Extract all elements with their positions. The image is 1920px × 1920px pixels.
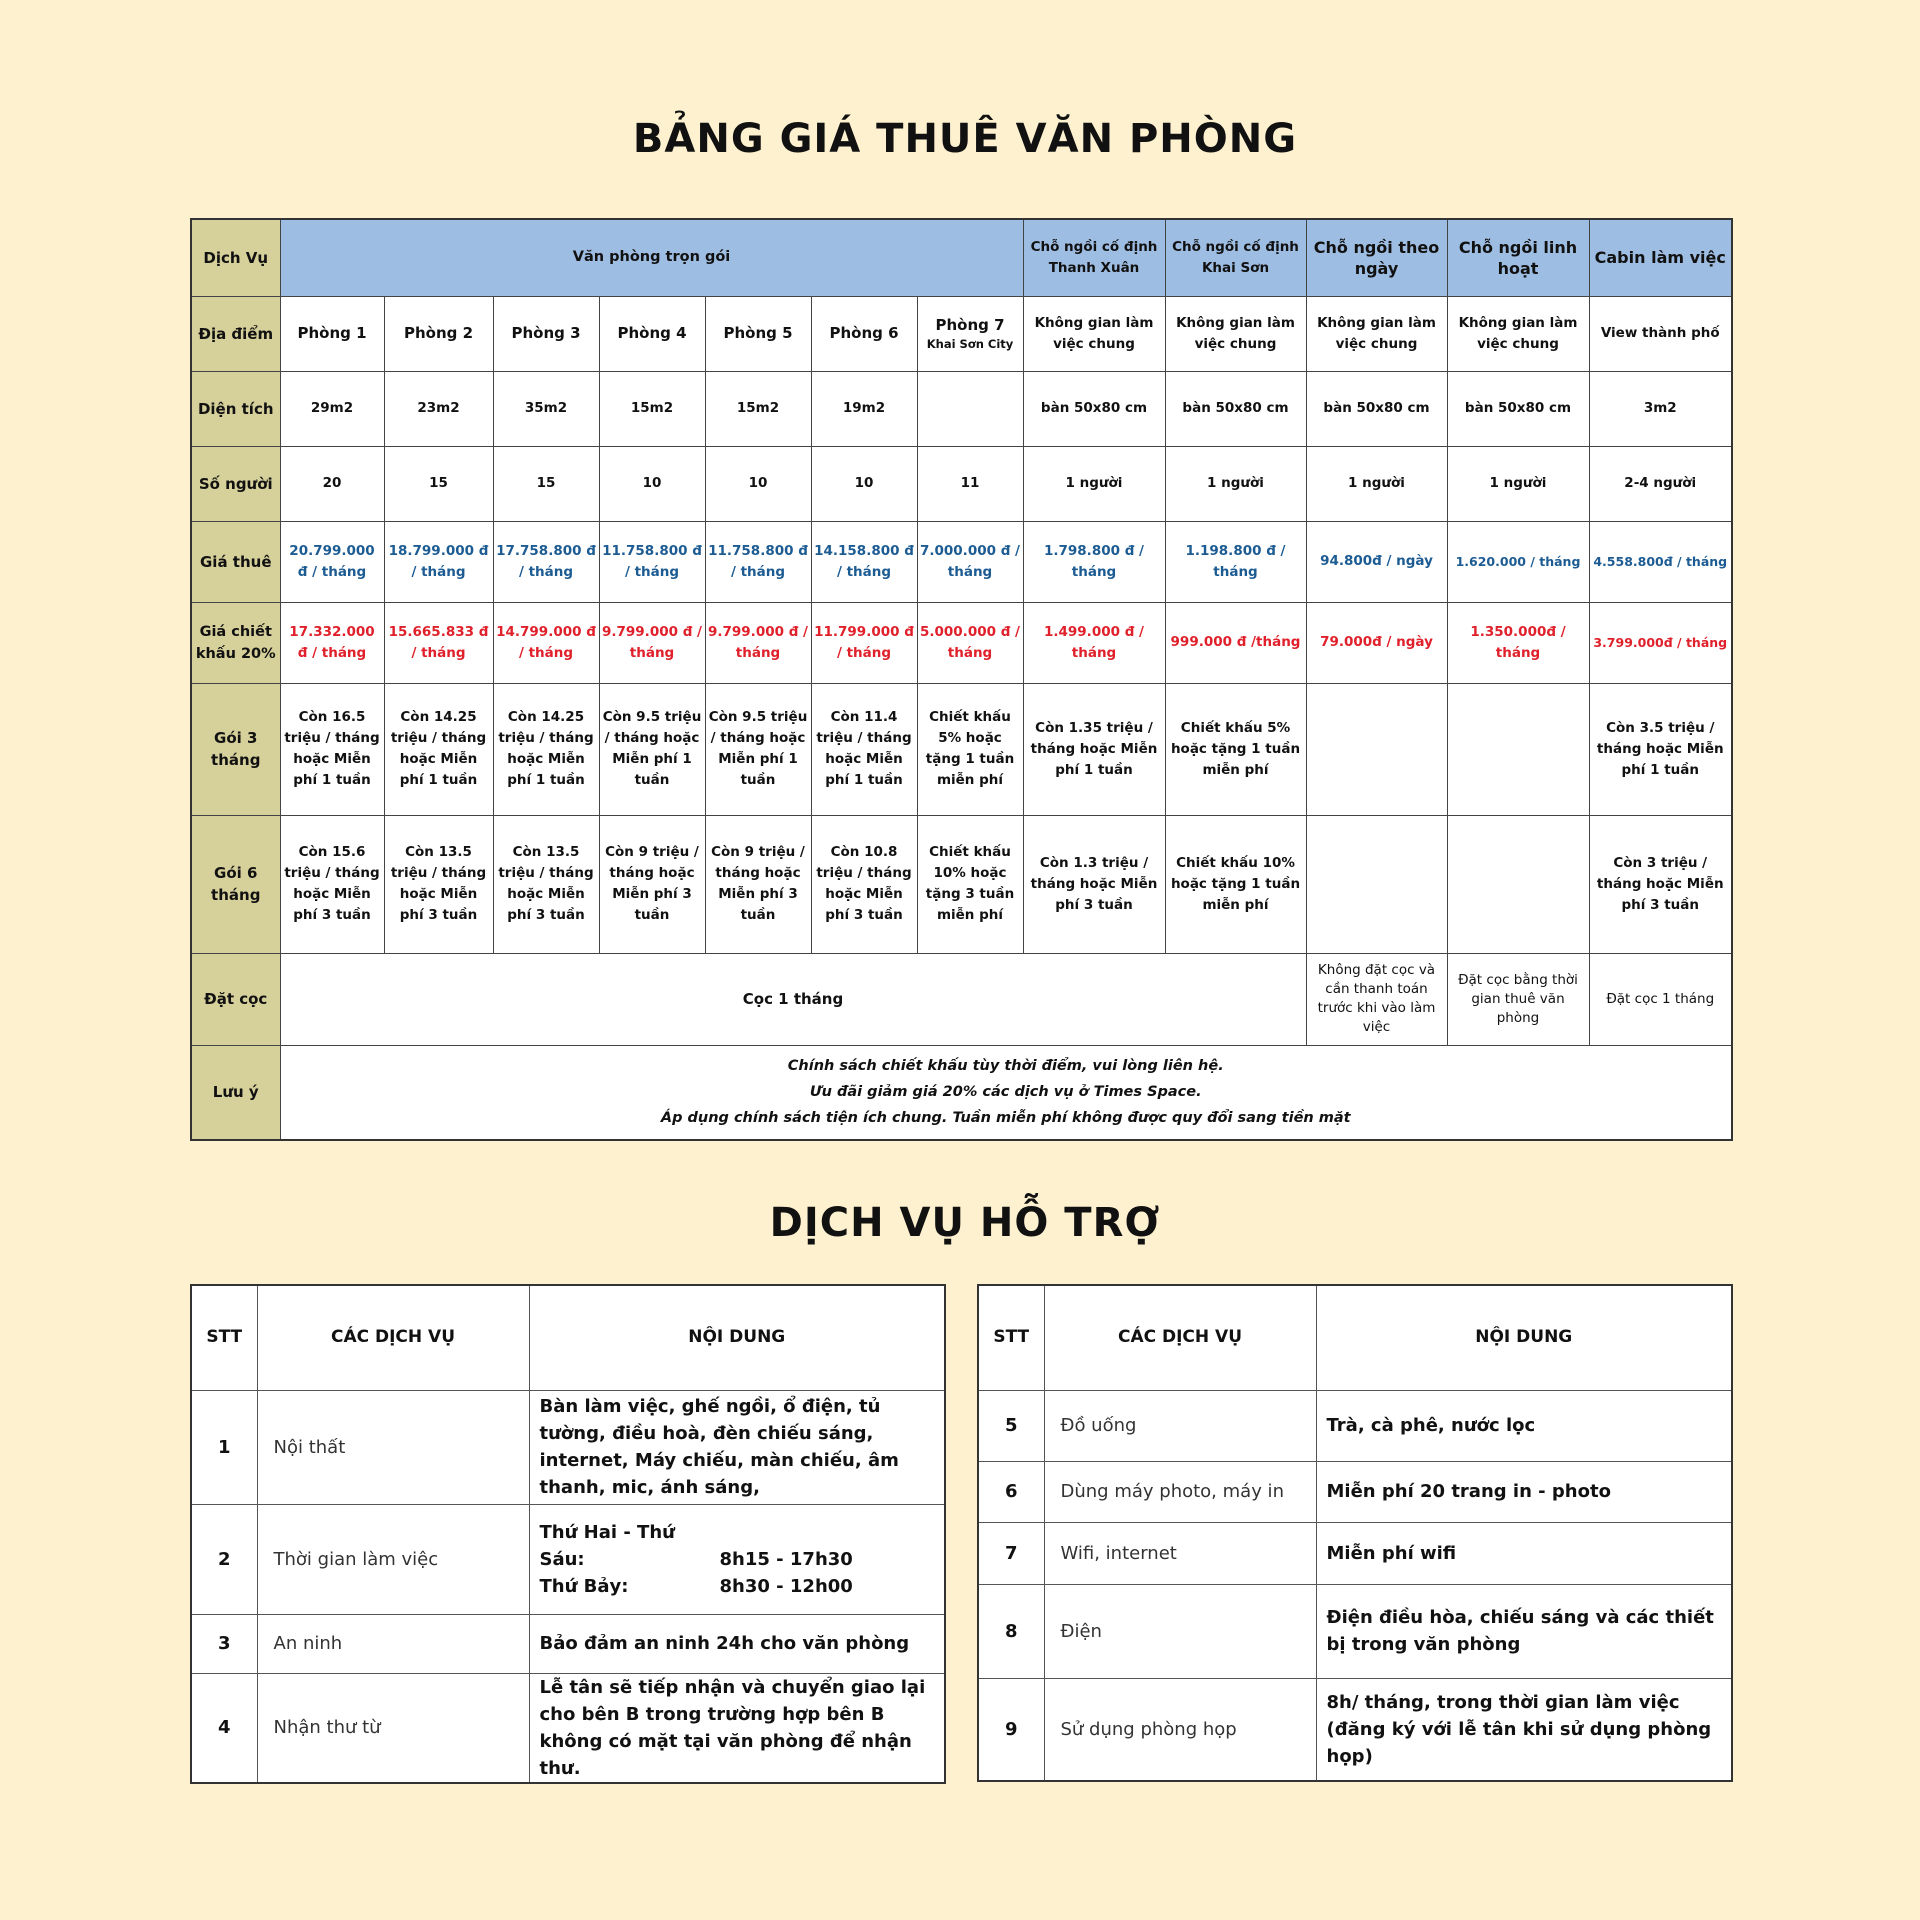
location-cell: Không gian làm việc chung bbox=[1306, 296, 1447, 371]
pkg3-cell: Còn 11.4 triệu / tháng hoặc Miễn phí 1 tuần bbox=[811, 683, 917, 815]
table-row bbox=[978, 1461, 1732, 1522]
discount-cell: 5.000.000 đ / tháng bbox=[917, 602, 1023, 683]
price-row bbox=[191, 521, 1732, 602]
note-line: Chính sách chiết khấu tùy thời điểm, vui lòng liên hệ. bbox=[787, 1058, 1224, 1075]
price-cell: 94.800đ / ngày bbox=[1306, 521, 1447, 602]
row-content: Bàn làm việc, ghế ngồi, ổ điện, tủ tường, điều hoà, đèn chiếu sáng, internet, Máy chiếu, màn chiếu, âm thanh, mic, ánh sáng, bbox=[529, 1390, 945, 1504]
area-row bbox=[191, 371, 1732, 446]
room-cell: Phòng 3 bbox=[493, 296, 599, 371]
deposit-daily: Không đặt cọc và cần thanh toán trước khi vào làm việc bbox=[1306, 953, 1447, 1045]
col-content: NỘI DUNG bbox=[1316, 1285, 1732, 1390]
saturday-time: 8h30 - 12h00 bbox=[719, 1575, 853, 1597]
row-stt: 9 bbox=[978, 1678, 1044, 1781]
table-row bbox=[191, 1614, 945, 1673]
area-cell: 29m2 bbox=[280, 371, 384, 446]
col-stt: STT bbox=[978, 1285, 1044, 1390]
note-cell bbox=[280, 1045, 1732, 1140]
area-cell: 15m2 bbox=[599, 371, 705, 446]
people-cell: 10 bbox=[811, 446, 917, 521]
row-label: Giá thuê bbox=[191, 521, 280, 602]
price-cell: 4.558.800đ / tháng bbox=[1589, 521, 1732, 602]
discount-cell: 9.799.000 đ / tháng bbox=[705, 602, 811, 683]
pkg3-cell: Còn 16.5 triệu / tháng hoặc Miễn phí 1 tuần bbox=[280, 683, 384, 815]
row-name: Wifi, internet bbox=[1044, 1522, 1316, 1584]
table-row bbox=[978, 1584, 1732, 1678]
discount-cell: 1.499.000 đ / tháng bbox=[1023, 602, 1165, 683]
header-fixed-ks: Chỗ ngồi cố định Khai Sơn bbox=[1165, 219, 1306, 296]
row-name: Nhận thư từ bbox=[257, 1673, 529, 1783]
people-cell: 10 bbox=[705, 446, 811, 521]
table-row bbox=[191, 1504, 945, 1614]
row-name: Nội thất bbox=[257, 1390, 529, 1504]
pkg3-cell: Chiết khấu 5% hoặc tặng 1 tuần miễn phí bbox=[1165, 683, 1306, 815]
price-cell: 18.799.000 đ / tháng bbox=[384, 521, 493, 602]
pkg3-cell: Còn 3.5 triệu / tháng hoặc Miễn phí 1 tuần bbox=[1589, 683, 1732, 815]
table-row bbox=[191, 1390, 945, 1504]
service-row bbox=[191, 219, 1732, 296]
pkg6-cell bbox=[1306, 815, 1447, 953]
room-sub: Khai Sơn City bbox=[926, 337, 1014, 351]
weekday-label: Thứ Hai - Thứ Sáu: bbox=[539, 1521, 675, 1570]
people-cell: 20 bbox=[280, 446, 384, 521]
room-cell: Phòng 2 bbox=[384, 296, 493, 371]
pkg6-cell: Còn 10.8 triệu / tháng hoặc Miễn phí 3 tuần bbox=[811, 815, 917, 953]
price-cell: 1.798.800 đ / tháng bbox=[1023, 521, 1165, 602]
area-cell: 19m2 bbox=[811, 371, 917, 446]
row-stt: 4 bbox=[191, 1673, 257, 1783]
note-row bbox=[191, 1045, 1732, 1140]
location-cell: Không gian làm việc chung bbox=[1023, 296, 1165, 371]
price-cell: 20.799.000 đ / tháng bbox=[280, 521, 384, 602]
row-stt: 1 bbox=[191, 1390, 257, 1504]
row-name: Thời gian làm việc bbox=[257, 1504, 529, 1614]
pkg6-cell: Còn 13.5 triệu / tháng hoặc Miễn phí 3 tuần bbox=[384, 815, 493, 953]
row-content: Miễn phí 20 trang in - photo bbox=[1316, 1461, 1732, 1522]
note-line: Áp dụng chính sách tiện ích chung. Tuần miễn phí không được quy đổi sang tiền mặt bbox=[660, 1110, 1351, 1127]
pkg6-cell: Còn 1.3 triệu / tháng hoặc Miễn phí 3 tuần bbox=[1023, 815, 1165, 953]
pkg6-cell: Chiết khấu 10% hoặc tặng 1 tuần miễn phí bbox=[1165, 815, 1306, 953]
row-name: An ninh bbox=[257, 1614, 529, 1673]
header-fixed-tx: Chỗ ngồi cố định Thanh Xuân bbox=[1023, 219, 1165, 296]
price-cell: 11.758.800 đ / tháng bbox=[599, 521, 705, 602]
people-cell: 1 người bbox=[1447, 446, 1589, 521]
area-cell: 15m2 bbox=[705, 371, 811, 446]
pkg3-cell bbox=[1306, 683, 1447, 815]
row-stt: 7 bbox=[978, 1522, 1044, 1584]
pkg6-cell: Còn 9 triệu / tháng hoặc Miễn phí 3 tuần bbox=[705, 815, 811, 953]
area-cell bbox=[917, 371, 1023, 446]
pkg6-cell: Còn 3 triệu / tháng hoặc Miễn phí 3 tuần bbox=[1589, 815, 1732, 953]
table-row bbox=[978, 1678, 1732, 1781]
people-cell: 11 bbox=[917, 446, 1023, 521]
area-cell: bàn 50x80 cm bbox=[1023, 371, 1165, 446]
services-title: DỊCH VỤ HỖ TRỢ bbox=[769, 1200, 1161, 1246]
col-name: CÁC DỊCH VỤ bbox=[1044, 1285, 1316, 1390]
row-content: Lễ tân sẽ tiếp nhận và chuyển giao lại cho bên B trong trường hợp bên B không có mặt tại văn phòng để nhận thư. bbox=[529, 1673, 945, 1783]
location-cell: Không gian làm việc chung bbox=[1165, 296, 1306, 371]
discount-cell: 11.799.000 đ / tháng bbox=[811, 602, 917, 683]
col-content: NỘI DUNG bbox=[529, 1285, 945, 1390]
price-cell: 7.000.000 đ / tháng bbox=[917, 521, 1023, 602]
row-stt: 6 bbox=[978, 1461, 1044, 1522]
row-name: Dùng máy photo, máy in bbox=[1044, 1461, 1316, 1522]
header-flexible: Chỗ ngồi linh hoạt bbox=[1447, 219, 1589, 296]
deposit-cabin: Đặt cọc 1 tháng bbox=[1589, 953, 1732, 1045]
discount-cell: 999.000 đ /tháng bbox=[1165, 602, 1306, 683]
services-table-right bbox=[977, 1284, 1733, 1782]
table-row bbox=[978, 1522, 1732, 1584]
discount-cell: 79.000đ / ngày bbox=[1306, 602, 1447, 683]
saturday-label: Thứ Bảy: bbox=[539, 1575, 629, 1597]
pkg3-cell: Còn 14.25 triệu / tháng hoặc Miễn phí 1 tuần bbox=[384, 683, 493, 815]
people-cell: 2-4 người bbox=[1589, 446, 1732, 521]
page-title: BẢNG GIÁ THUÊ VĂN PHÒNG bbox=[632, 116, 1298, 162]
discount-cell: 3.799.000đ / tháng bbox=[1589, 602, 1732, 683]
discount-cell: 9.799.000 đ / tháng bbox=[599, 602, 705, 683]
table-row bbox=[191, 1673, 945, 1783]
discount-cell: 15.665.833 đ / tháng bbox=[384, 602, 493, 683]
row-content: Điện điều hòa, chiếu sáng và các thiết bị trong văn phòng bbox=[1316, 1584, 1732, 1678]
row-stt: 3 bbox=[191, 1614, 257, 1673]
row-label: Đặt cọc bbox=[191, 953, 280, 1045]
row-label: Gói 6 tháng bbox=[191, 815, 280, 953]
price-cell: 11.758.800 đ / tháng bbox=[705, 521, 811, 602]
location-cell: View thành phố bbox=[1589, 296, 1732, 371]
price-cell: 1.620.000 / tháng bbox=[1447, 521, 1589, 602]
table-header bbox=[191, 1285, 945, 1390]
pkg3-cell: Còn 9.5 triệu / tháng hoặc Miễn phí 1 tuần bbox=[705, 683, 811, 815]
row-stt: 5 bbox=[978, 1390, 1044, 1461]
row-label: Địa điểm bbox=[191, 296, 280, 371]
row-label: Giá chiết khấu 20% bbox=[191, 602, 280, 683]
row-label: Gói 3 tháng bbox=[191, 683, 280, 815]
area-cell: bàn 50x80 cm bbox=[1306, 371, 1447, 446]
table-header bbox=[978, 1285, 1732, 1390]
col-name: CÁC DỊCH VỤ bbox=[257, 1285, 529, 1390]
deposit-flexible: Đặt cọc bằng thời gian thuê văn phòng bbox=[1447, 953, 1589, 1045]
row-stt: 8 bbox=[978, 1584, 1044, 1678]
deposit-row bbox=[191, 953, 1732, 1045]
pkg3-cell: Chiết khấu 5% hoặc tặng 1 tuần miễn phí bbox=[917, 683, 1023, 815]
pkg3-cell: Còn 14.25 triệu / tháng hoặc Miễn phí 1 tuần bbox=[493, 683, 599, 815]
room-cell: Phòng 1 bbox=[280, 296, 384, 371]
row-label: Lưu ý bbox=[191, 1045, 280, 1140]
people-cell: 1 người bbox=[1306, 446, 1447, 521]
people-cell: 1 người bbox=[1023, 446, 1165, 521]
pricing-table bbox=[190, 218, 1733, 1141]
row-name: Sử dụng phòng họp bbox=[1044, 1678, 1316, 1781]
area-cell: bàn 50x80 cm bbox=[1447, 371, 1589, 446]
header-cabin: Cabin làm việc bbox=[1589, 219, 1732, 296]
location-cell: Không gian làm việc chung bbox=[1447, 296, 1589, 371]
price-cell: 1.198.800 đ / tháng bbox=[1165, 521, 1306, 602]
table-row bbox=[978, 1390, 1732, 1461]
row-content: Miễn phí wifi bbox=[1316, 1522, 1732, 1584]
deposit-main: Cọc 1 tháng bbox=[280, 953, 1306, 1045]
pkg3-cell bbox=[1447, 683, 1589, 815]
row-name: Đồ uống bbox=[1044, 1390, 1316, 1461]
price-cell: 17.758.800 đ / tháng bbox=[493, 521, 599, 602]
pkg3-cell: Còn 9.5 triệu / tháng hoặc Miễn phí 1 tuần bbox=[599, 683, 705, 815]
pkg6-cell: Còn 13.5 triệu / tháng hoặc Miễn phí 3 tuần bbox=[493, 815, 599, 953]
room-cell: Phòng 6 bbox=[811, 296, 917, 371]
discount-cell: 1.350.000đ / tháng bbox=[1447, 602, 1589, 683]
area-cell: bàn 50x80 cm bbox=[1165, 371, 1306, 446]
room-cell: Phòng 5 bbox=[705, 296, 811, 371]
row-stt: 2 bbox=[191, 1504, 257, 1614]
row-content: Bảo đảm an ninh 24h cho văn phòng bbox=[529, 1614, 945, 1673]
row-label: Dịch Vụ bbox=[191, 219, 280, 296]
room-cell bbox=[917, 296, 1023, 371]
discount-row bbox=[191, 602, 1732, 683]
price-cell: 14.158.800 đ / tháng bbox=[811, 521, 917, 602]
pkg3-row bbox=[191, 683, 1732, 815]
row-content bbox=[529, 1504, 945, 1614]
area-cell: 3m2 bbox=[1589, 371, 1732, 446]
discount-cell: 17.332.000 đ / tháng bbox=[280, 602, 384, 683]
people-row bbox=[191, 446, 1732, 521]
header-package: Văn phòng trọn gói bbox=[280, 219, 1023, 296]
location-row bbox=[191, 296, 1732, 371]
room-cell: Phòng 4 bbox=[599, 296, 705, 371]
pkg6-cell bbox=[1447, 815, 1589, 953]
pkg6-cell: Còn 15.6 triệu / tháng hoặc Miễn phí 3 tuần bbox=[280, 815, 384, 953]
people-cell: 10 bbox=[599, 446, 705, 521]
row-label: Diện tích bbox=[191, 371, 280, 446]
row-content: Trà, cà phê, nước lọc bbox=[1316, 1390, 1732, 1461]
weekday-time: 8h15 - 17h30 bbox=[719, 1548, 853, 1570]
row-content: 8h/ tháng, trong thời gian làm việc (đăng ký với lễ tân khi sử dụng phòng họp) bbox=[1316, 1678, 1732, 1781]
pkg3-cell: Còn 1.35 triệu / tháng hoặc Miễn phí 1 tuần bbox=[1023, 683, 1165, 815]
pkg6-cell: Chiết khấu 10% hoặc tặng 3 tuần miễn phí bbox=[917, 815, 1023, 953]
pkg6-cell: Còn 9 triệu / tháng hoặc Miễn phí 3 tuần bbox=[599, 815, 705, 953]
row-label: Số người bbox=[191, 446, 280, 521]
room-name: Phòng 7 bbox=[935, 316, 1005, 334]
discount-cell: 14.799.000 đ / tháng bbox=[493, 602, 599, 683]
row-name: Điện bbox=[1044, 1584, 1316, 1678]
people-cell: 15 bbox=[493, 446, 599, 521]
services-table-left bbox=[190, 1284, 946, 1784]
area-cell: 23m2 bbox=[384, 371, 493, 446]
people-cell: 15 bbox=[384, 446, 493, 521]
pkg6-row bbox=[191, 815, 1732, 953]
col-stt: STT bbox=[191, 1285, 257, 1390]
people-cell: 1 người bbox=[1165, 446, 1306, 521]
note-line: Ưu đãi giảm giá 20% các dịch vụ ở Times Space. bbox=[809, 1084, 1202, 1101]
header-daily: Chỗ ngồi theo ngày bbox=[1306, 219, 1447, 296]
area-cell: 35m2 bbox=[493, 371, 599, 446]
